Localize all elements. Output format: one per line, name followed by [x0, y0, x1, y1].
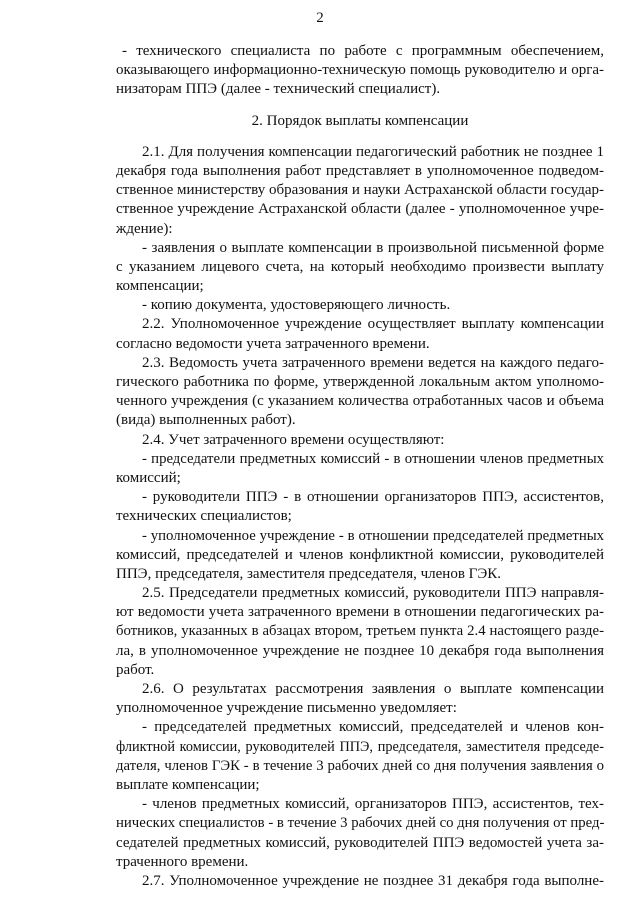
text-line: ют ведомости учета затраченного времени в отношении педагогических ра- [116, 604, 604, 621]
text-line: 2.4. Учет затраченного времени осуществляют: [142, 431, 445, 448]
text-line: (вида) выполненных работ). [116, 412, 296, 429]
text-line: согласно ведомости учета затраченного времени. [116, 335, 430, 352]
text-line: седателей предметных комиссий, руководителей ППЭ ведомостей учета за- [116, 834, 604, 851]
text-line: - уполномоченное учреждение - в отношении председателей предметных [142, 527, 604, 544]
section-heading: 2. Порядок выплаты компенсации [251, 112, 469, 129]
text-line: траченного времени. [116, 853, 249, 870]
text-line: технических специалистов; [116, 508, 292, 525]
text-line: 2.7. Уполномоченное учреждение не позднее 31 декабря года выполне- [142, 872, 604, 889]
text-line: оказывающего информационно-техническую помощь руководителю и орга- [116, 62, 604, 79]
text-line: 2.1. Для получения компенсации педагогический работник не позднее 1 [142, 143, 604, 160]
text-line: - заявления о выплате компенсации в произвольной письменной форме [142, 239, 604, 256]
text-line: ла, в уполномоченное учреждение не позднее 10 декабря года выполнения [116, 642, 604, 659]
text-line: комиссий, председателей и членов конфликтной комиссии, руководителей [116, 546, 604, 563]
text-line: 2.2. Уполномоченное учреждение осуществляет выплату компенсации [142, 316, 604, 333]
text-line: ППЭ, председателя, заместителя председателя, членов ГЭК. [116, 565, 501, 582]
text-line: 2.3. Ведомость учета затраченного времени ведется на каждого педаго- [142, 354, 604, 371]
text-line: фликтной комиссии, руководителей ППЭ, председателя, заместителя председе- [116, 738, 604, 755]
text-line: 2.5. Председатели предметных комиссий, руководители ППЭ направля- [142, 585, 604, 602]
text-line: гического работника по форме, утвержденной локальным актом уполномо- [116, 374, 604, 390]
text-line: работ. [116, 661, 155, 678]
text-line: - председателей предметных комиссий, председателей и членов кон- [142, 719, 604, 736]
text-line: нических специалистов - в течение 3 рабочих дней со дня получения от пред- [116, 815, 605, 832]
text-line: - технического специалиста по работе с программным обеспечением, [122, 43, 604, 59]
text-line: с указанием лицевого счета, на который необходимо произвести выплату [116, 258, 604, 275]
text-line: комиссий; [116, 469, 181, 486]
page-number: 2 [316, 10, 324, 26]
text-line: ственное министерству образования и науки Астраханской области государ- [116, 182, 604, 199]
text-line: ственное учреждение Астраханской области (далее - уполномоченное учре- [116, 201, 604, 218]
text-line: декабря года выполнения работ представляет в уполномоченное подведом- [116, 162, 604, 179]
text-line: низаторам ППЭ (далее - технический специалист). [116, 81, 441, 98]
text-line: ченного учреждения (с указанием количества отработанных часов и объема [116, 393, 604, 410]
text-line: - членов предметных комиссий, организаторов ППЭ, ассистентов, тех- [142, 796, 604, 813]
text-line: - руководители ППЭ - в отношении организаторов ППЭ, ассистентов, [142, 489, 604, 506]
text-line: дателя, членов ГЭК - в течение 3 рабочих дней со дня получения заявления о [116, 757, 604, 774]
text-line: - копию документа, удостоверяющего личность. [142, 297, 451, 314]
text-line: компенсации; [116, 278, 204, 295]
text-line: - председатели предметных комиссий - в отношении членов предметных [142, 450, 604, 467]
document-body [116, 42, 604, 891]
text-line: уполномоченное учреждение письменно уведомляет: [116, 700, 457, 717]
text-line: выплате компенсации; [116, 776, 260, 793]
text-line: 2.6. О результатах рассмотрения заявления о выплате компенсации [142, 681, 604, 697]
text-line: ботников, указанных в абзацах втором, третьем пункта 2.4 настоящего разде- [116, 623, 604, 640]
text-line: ждение): [116, 220, 173, 237]
